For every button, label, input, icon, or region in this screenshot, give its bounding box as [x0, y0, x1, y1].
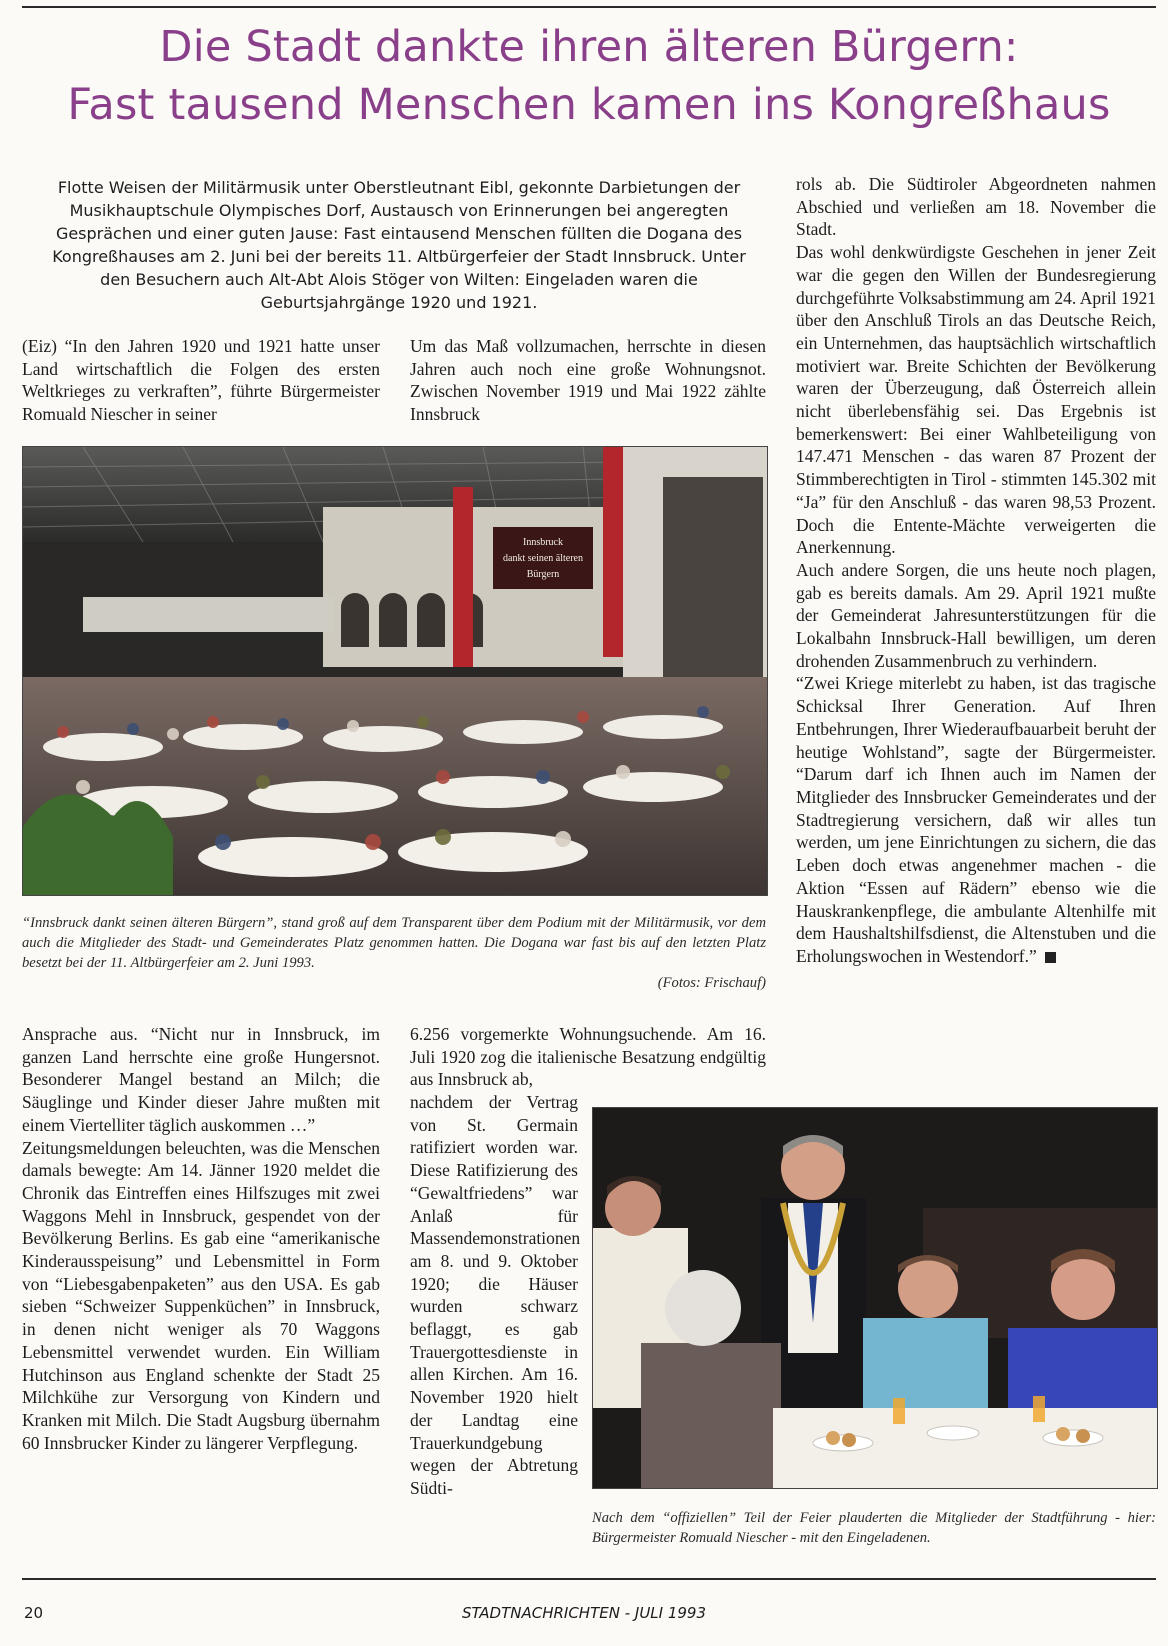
- plants-foreground: [23, 794, 173, 895]
- photo1-caption-text: “Innsbruck dankt seinen älteren Bürgern”, stand groß auf dem Transparent über dem Podium mit der Militärmusik, vor dem auch die Mitglieder des Stadt- und Gemeinderates Platz genommen hatten. Die Dogana war fast bis auf den letzten Platz besetzt bei der 11. Altbürgerfeier am 2. Juni 1993.: [22, 915, 766, 971]
- end-of-article-mark: [1045, 952, 1056, 963]
- banner-text-3: Bürgern: [526, 569, 560, 580]
- article-paragraph: (Eiz) “In den Jahren 1920 und 1921 hatte unser Land wirtschaftlich die Folgen des ersten Weltkrieges zu verkraften”, führte Bürgermeister Romuald Niescher in seiner: [22, 336, 380, 425]
- headline-line-2: Fast tausend Menschen kamen ins Kongreßhaus: [67, 80, 1111, 130]
- article-col2-bottom-wide: [410, 1023, 766, 1091]
- publication-footer: STADTNACHRICHTEN - JULI 1993: [461, 1604, 707, 1622]
- article-paragraph: nachdem der Vertrag von St. Germain ratifiziert worden war. Diese Ratifizierung des “Gewaltfriedens” war Anlaß für Massendemonstrationen am 8. und 9. Oktober 1920; die Häuser wurden schwarz beflaggt, es gab Trauergottesdienste in allen Kirchen. Am 16. November 1920 hielt der Landtag eine Trauerkundgebung wegen der Abtretung Südti-: [410, 1092, 581, 1498]
- article-col3: [796, 173, 1156, 968]
- guests-photo-illustration: [593, 1108, 1157, 1488]
- article-paragraph: Zeitungsmeldungen beleuchten, was die Menschen damals bewegte: Am 14. Jänner 1920 meldet die Chronik das Eintreffen eines Hilfszuges mit zwei Waggons Mehl in Innsbruck, gespendet von der Bevölkerung Berlins. Es gab eine “amerikanische Kinderausspeisung” und Lebensmittel in Form von “Liebesgabenpaketen” aus den USA. Es gab sieben “Schweizer Suppenküchen” in Innsbruck, in denen nicht weniger als 70 Waggons Lebensmittel verwendet wurden. Ein William Hutchinson aus England schenkte der Stadt 25 Milchkühe zur Versorgung von Kindern und Kranken mit Milch. Die Stadt Augsburg übernahm 60 Innsbrucker Kinder zu längerer Verpflegung.: [22, 1137, 380, 1453]
- article-paragraph: Auch andere Sorgen, die uns heute noch plagen, gab es bereits damals. Am 29. April 1921 mußte der Gemeinderat Jahresunterstützungen für die Lokalbahn Innsbruck-Hall bewilligen, um deren drohenden Zusammenbruch zu verhindern.: [796, 559, 1156, 671]
- article-paragraph: Um das Maß vollzumachen, herrschte in diesen Jahren auch noch eine große Wohnungsnot. Zwischen November 1919 und Mai 1922 zählte Innsbruck: [410, 336, 766, 425]
- red-banner-left: [453, 487, 473, 667]
- top-rule: [22, 6, 1156, 8]
- article-col2-top: [410, 335, 766, 426]
- headline: [22, 18, 1156, 134]
- article-paragraph: rols ab. Die Südtiroler Abgeordneten nahmen Abschied und verließen am 18. November die Stadt.: [796, 174, 1156, 240]
- article-paragraph: Ansprache aus. “Nicht nur in Innsbruck, im ganzen Land herrschte eine große Hungersnot. Besonderer Mangel bestand an Milch; die Säuglinge und Kinder dieser Jahre mußten mit einem Viertelliter täglich auskommen …”: [22, 1024, 380, 1135]
- lead-paragraph: Flotte Weisen der Militärmusik unter Oberstleutnant Eibl, gekonnte Darbietungen der Musikhauptschule Olympisches Dorf, Austausch von Erinnerungen bei angeregten Gesprächen und einer guten Jause: Fast eintausend Menschen füllten die Dogana des Kongreßhauses am 2. Juni bei der bereits 11. Altbürgerfeier der Stadt Innsbruck. Unter den Besuchern auch Alt-Abt Alois Stöger von Wilten: Eingeladen waren die Geburtsjahrgänge 1920 und 1921.: [52, 178, 746, 312]
- bottom-rule: [22, 1578, 1156, 1580]
- photo1-caption: [22, 913, 766, 993]
- article-closing-quote: “Zwei Kriege miterlebt zu haben, ist das tragische Schicksal Ihrer Generation. Auf Ihren Entbehrungen, Ihrer Wiederaufbauarbeit beruht der heutige Wohlstand”, sagte der Bürgermeister. “Darum darf ich Ihnen auch im Namen der Mitglieder des Innsbrucker Gemeinderates und der Stadtregierung versichern, daß wir alles tun werden, um jene Einrichtungen zu sichern, die das Leben doch etwas angenehmer machen - die Aktion “Essen auf Rädern” ebenso wie die Hauskrankenpflege, die ambulante Altenhilfe mit dem Haushaltshilfsdienst, die Altenstuben und die Erholungswochen in Westendorf.”: [796, 673, 1156, 966]
- hall-photo-illustration: [23, 447, 767, 895]
- photo-credit: (Fotos: Frischauf): [657, 975, 766, 991]
- article-paragraph: 6.256 vorgemerkte Wohnungsuchende. Am 16. Juli 1920 zog die italienische Besatzung endgültig aus Innsbruck ab,: [410, 1024, 766, 1090]
- headline-line-1: Die Stadt dankte ihren älteren Bürgern:: [159, 22, 1019, 72]
- photo2-caption: Nach dem “offiziellen” Teil der Feier plauderten die Mitglieder der Stadtführung - hier: Bürgermeister Romuald Niescher - mit den Eingeladenen.: [592, 1510, 1156, 1546]
- banner-text-2: dankt seinen älteren: [503, 553, 583, 564]
- banner-text-1: Innsbruck: [523, 537, 563, 548]
- photo-mayor-with-guests: [592, 1107, 1158, 1489]
- article-col1-bottom: [22, 1023, 380, 1454]
- article-col1-top: [22, 335, 380, 426]
- article-paragraph: [796, 672, 1156, 967]
- article-paragraph: Das wohl denkwürdigste Geschehen in jener Zeit war die gegen den Willen der Bundesregierung durchgeführte Volksabstimmung am 24. April 1921 über den Anschluß Tirols an das Deutsche Reich, ein Unternehmen, das hauptsächlich wirtschaftlich motiviert war. Breite Schichten der Bevölkerung waren der Überzeugung, daß Österreich allein nicht überlebensfähig sei. Das Ergebnis ist bemerkenswert: Bei einer Wahlbeteiligung von 147.471 Menschen - das waren 87 Prozent der Stimmberechtigten in Tirol - stimmten 145.302 mit “Ja” für den Anschluß - das waren 98,53 Prozent. Doch die Entente-Mächte verweigerten die Anerkennung.: [796, 242, 1157, 558]
- photo-congress-hall: [22, 446, 768, 896]
- page-number: 20: [24, 1604, 44, 1622]
- article-col2-bottom-narrow: [410, 1091, 581, 1500]
